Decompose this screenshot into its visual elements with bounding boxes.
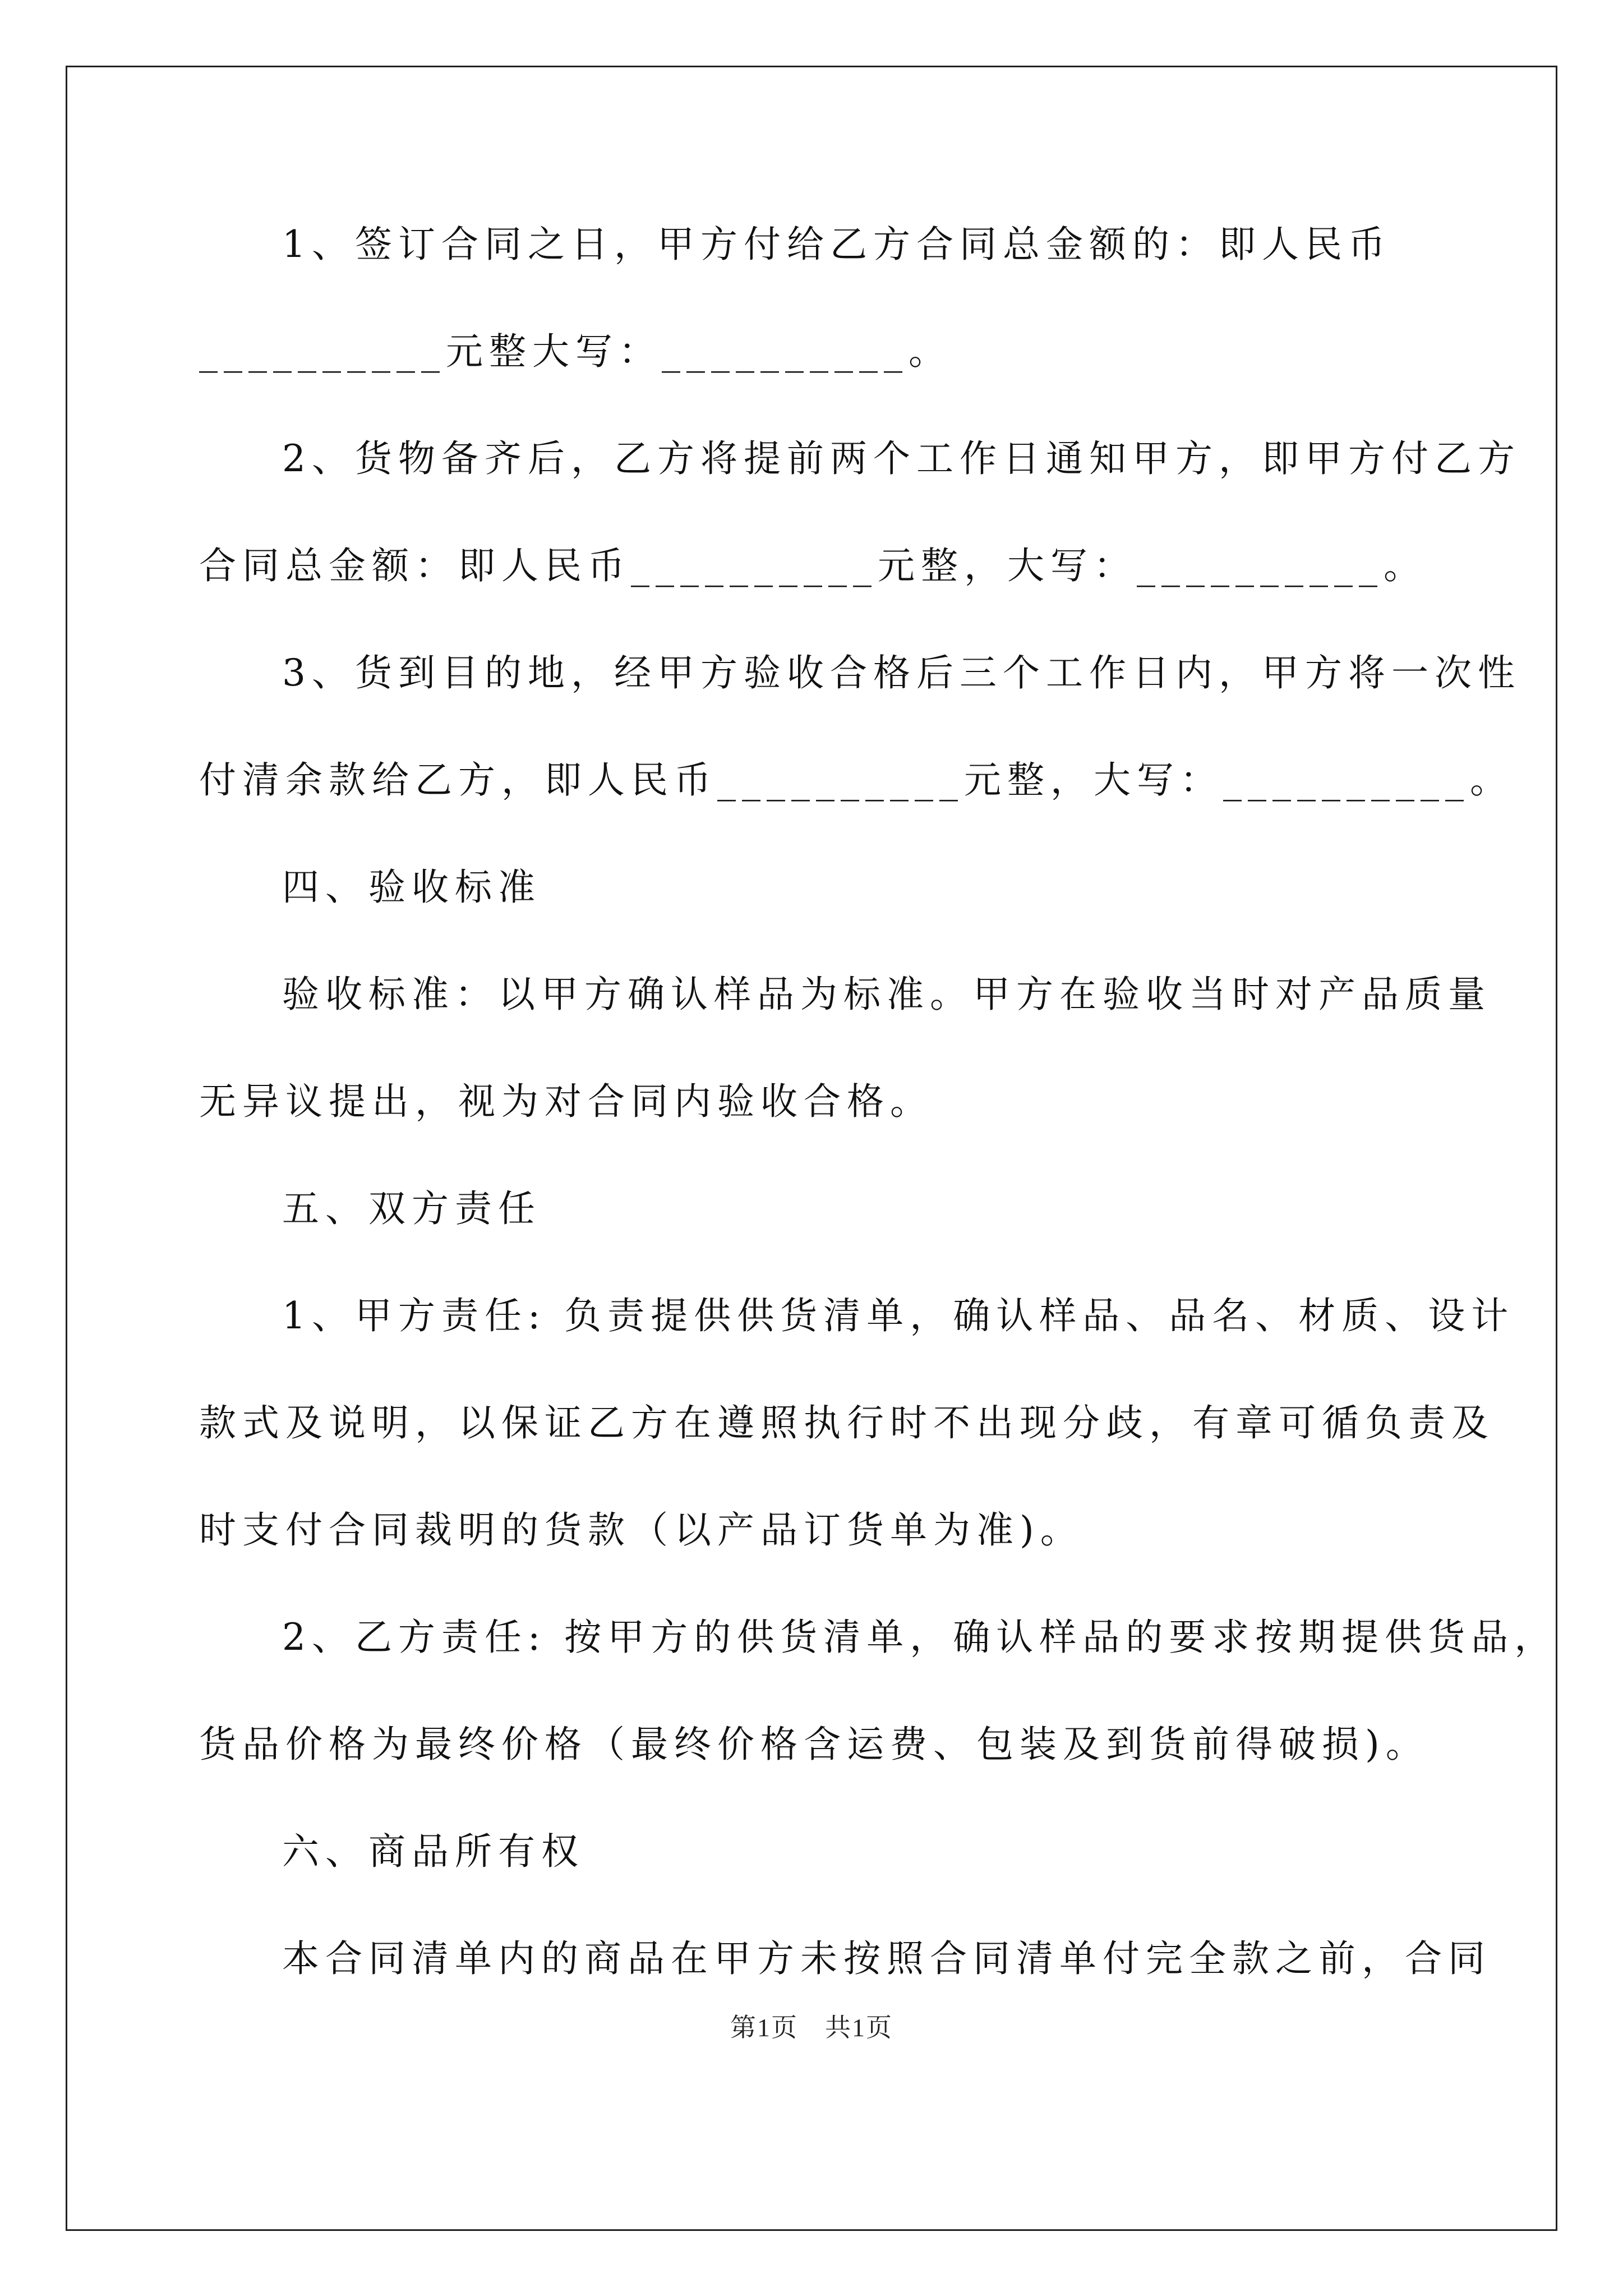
party-a-responsibility-line-3: 时支付合同裁明的货款（以产品订货单为准)。 <box>199 1508 1083 1552</box>
ownership-text-line-1: 本合同清单内的商品在甲方未按照合同清单付完全款之前，合同 <box>282 1937 1491 1980</box>
payment-clause-3-line-2: 付清余款给乙方，即人民币__________元整，大写：__________。 <box>199 758 1513 802</box>
payment-clause-3-line-1: 3、货到目的地，经甲方验收合格后三个工作日内，甲方将一次性 <box>282 651 1521 694</box>
payment-clause-2-line-2: 合同总金额：即人民币__________元整，大写：__________。 <box>199 544 1427 587</box>
section-heading-responsibilities: 五、双方责任 <box>282 1187 541 1230</box>
payment-clause-1-line-2: __________元整大写：__________。 <box>199 330 952 373</box>
party-b-responsibility-line-1: 2、乙方责任: 按甲方的供货清单，确认样品的要求按期提供货品， <box>282 1616 1558 1659</box>
section-heading-acceptance: 四、验收标准 <box>282 866 541 909</box>
party-a-responsibility-line-1: 1、甲方责任: 负责提供供货清单，确认样品、品名、材质、设计 <box>282 1294 1515 1337</box>
party-b-responsibility-line-2: 货品价格为最终价格（最终价格含运费、包装及到货前得破损)。 <box>199 1723 1429 1766</box>
section-heading-ownership: 六、商品所有权 <box>282 1830 584 1873</box>
party-a-responsibility-line-2: 款式及说明，以保证乙方在遵照执行时不出现分歧，有章可循负责及 <box>199 1401 1495 1444</box>
page-number-footer: 第1页 共1页 <box>730 2013 893 2042</box>
acceptance-text-line-1: 验收标准：以甲方确认样品为标准。甲方在验收当时对产品质量 <box>282 973 1491 1016</box>
document-body <box>199 191 1558 2012</box>
payment-clause-2-line-1: 2、货物备齐后，乙方将提前两个工作日通知甲方，即甲方付乙方 <box>282 437 1521 480</box>
payment-clause-1-line-1: 1、签订合同之日，甲方付给乙方合同总金额的：即人民币 <box>282 223 1391 266</box>
acceptance-text-line-2: 无异议提出，视为对合同内验收合格。 <box>199 1080 933 1123</box>
